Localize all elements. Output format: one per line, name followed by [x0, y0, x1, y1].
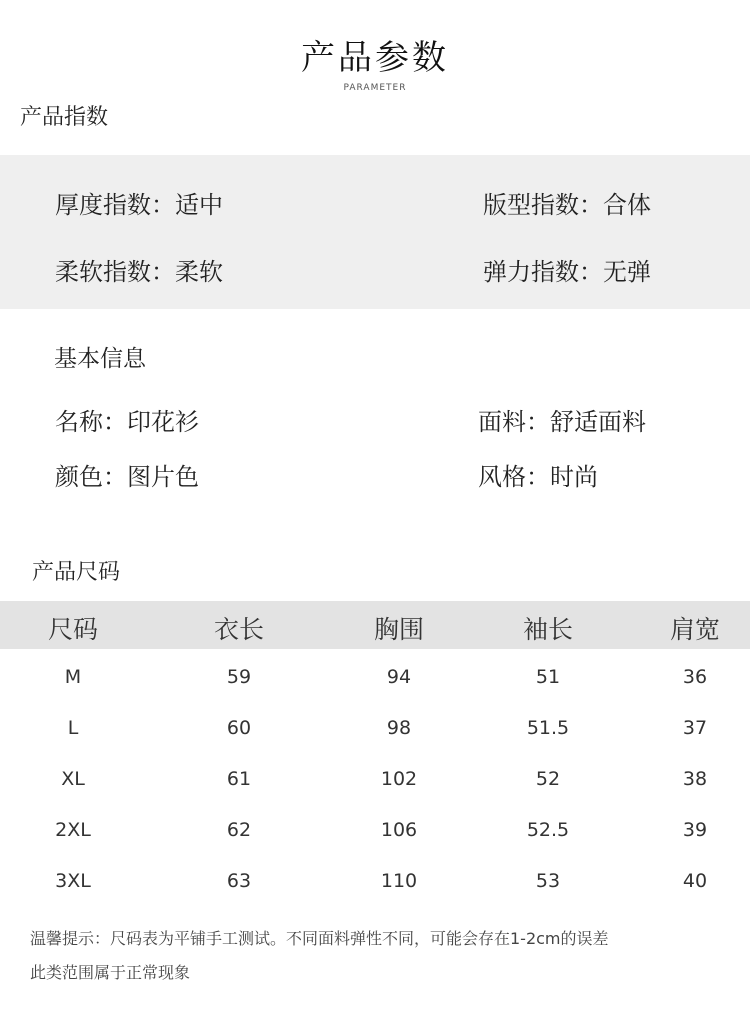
table-cell: 52	[535, 768, 561, 790]
index-item-elasticity	[483, 252, 651, 287]
info-item-value: 舒适面料	[550, 408, 646, 436]
index-item-label: 厚度指数：	[55, 191, 175, 219]
column-header-shoulder: 肩宽	[669, 615, 720, 644]
info-item-label: 风格：	[478, 463, 550, 491]
table-cell: 110	[380, 870, 418, 892]
table-cell: 37	[682, 717, 708, 739]
index-item-fit	[483, 185, 651, 220]
page-subtitle: PARAMETER	[343, 83, 407, 93]
index-item-label: 版型指数：	[483, 191, 603, 219]
column-header-size: 尺码	[47, 615, 98, 644]
basic-info-heading: 基本信息	[54, 346, 146, 372]
page-title: 产品参数	[301, 38, 449, 78]
table-cell: 51	[535, 666, 561, 688]
info-item-label: 颜色：	[55, 463, 127, 491]
table-cell: 63	[226, 870, 252, 892]
table-cell: 106	[380, 819, 418, 841]
info-item-name	[55, 402, 199, 437]
info-item-value: 印花衫	[127, 408, 199, 436]
table-cell: 2XL	[55, 819, 91, 841]
size-section-heading: 产品尺码	[32, 560, 121, 585]
index-item-value: 合体	[603, 191, 651, 219]
table-cell: 52.5	[526, 819, 570, 841]
size-note-line-1: 温馨提示：尺码表为平铺手工测试。不同面料弹性不同，可能会存在1-2cm的误差	[30, 929, 609, 948]
column-header-chest: 胸围	[373, 615, 424, 644]
table-cell: 98	[386, 717, 412, 739]
table-cell: 51.5	[526, 717, 570, 739]
table-cell: 60	[226, 717, 252, 739]
index-item-value: 适中	[175, 191, 223, 219]
table-cell: 62	[226, 819, 252, 841]
table-cell: 39	[682, 819, 708, 841]
info-item-value: 图片色	[127, 463, 199, 491]
table-cell: 36	[682, 666, 708, 688]
info-item-label: 面料：	[478, 408, 550, 436]
size-note-line-2: 此类范围属于正常现象	[30, 963, 191, 982]
index-item-softness	[55, 252, 223, 287]
info-item-color	[55, 457, 199, 492]
table-cell: 40	[682, 870, 708, 892]
table-cell: 59	[226, 666, 252, 688]
table-cell: L	[67, 717, 79, 739]
info-item-fabric	[478, 402, 646, 437]
table-cell: 3XL	[55, 870, 91, 892]
index-item-value: 柔软	[175, 258, 223, 286]
index-item-label: 弹力指数：	[483, 258, 603, 286]
index-item-thickness	[55, 185, 223, 220]
info-item-label: 名称：	[55, 408, 127, 436]
info-item-value: 时尚	[550, 463, 598, 491]
column-header-sleeve: 袖长	[522, 615, 573, 644]
column-header-length: 衣长	[213, 615, 264, 644]
index-item-label: 柔软指数：	[55, 258, 175, 286]
table-cell: XL	[61, 768, 85, 790]
index-item-value: 无弹	[603, 258, 651, 286]
table-cell: 61	[226, 768, 252, 790]
table-cell: 94	[386, 666, 412, 688]
info-item-style	[478, 457, 598, 492]
table-cell: 38	[682, 768, 708, 790]
index-section-heading: 产品指数	[20, 105, 109, 130]
table-cell: M	[64, 666, 82, 688]
table-cell: 53	[535, 870, 561, 892]
table-cell: 102	[380, 768, 418, 790]
